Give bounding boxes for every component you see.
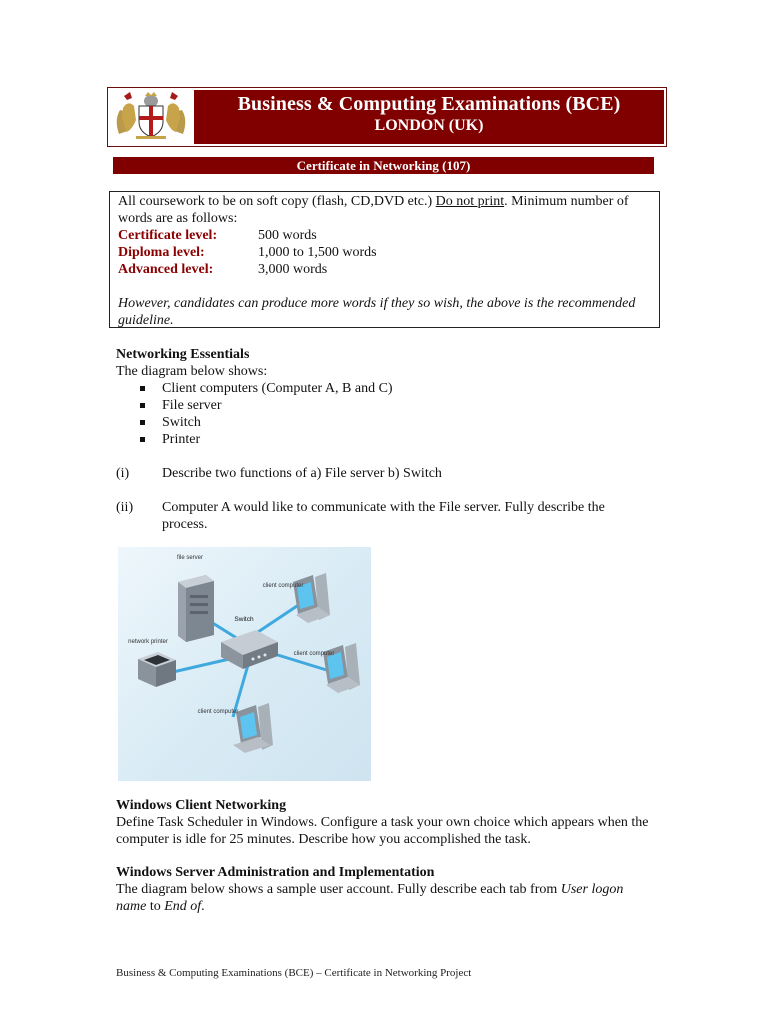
level-row-diploma [118, 244, 651, 261]
question-number: (ii) [116, 500, 134, 515]
client-computer-icon [233, 703, 273, 753]
network-printer-label: network printer [128, 639, 168, 645]
switch-icon [221, 630, 278, 669]
networking-essentials-section [116, 346, 656, 533]
list-item: Printer [116, 431, 656, 448]
client-computer-icon [293, 573, 330, 623]
coursework-requirements-box [109, 191, 660, 328]
section-intro: The diagram below shows: [116, 364, 268, 379]
section-text: Define Task Scheduler in Windows. Configure a task your own choice which appears when the computer is idle for 25 minutes. Describe how you accomplished the task. [116, 815, 649, 847]
list-item: File server [116, 397, 656, 414]
question-text: Computer A would like to communicate with the File server. Fully describe the process. [162, 500, 605, 532]
section-heading: Windows Server Administration and Implementation [116, 865, 435, 880]
certificate-title-bar: Certificate in Networking (107) [113, 157, 654, 174]
file-server-icon [178, 575, 214, 642]
header-band [194, 90, 664, 144]
header-box [107, 87, 667, 147]
intro-text-cont: . Minimum number of words are as follows: [118, 194, 629, 226]
network-diagram [118, 547, 371, 781]
list-item: Switch [116, 414, 656, 431]
question-ii [116, 499, 656, 533]
requirements-note: However, candidates can produce more words if they so wish, the above is the recommended guideline. [118, 296, 636, 328]
page-footer: Business & Computing Examinations (BCE) – Certificate in Networking Project [116, 967, 472, 979]
text-part: to [146, 899, 165, 914]
question-number: (i) [116, 466, 130, 481]
switch-label: Switch [234, 616, 254, 623]
requirements-intro [118, 193, 651, 227]
question-text: Describe two functions of a) File server b) Switch [162, 466, 442, 481]
section-text [116, 881, 656, 915]
windows-server-section [116, 864, 656, 915]
section-heading: Windows Client Networking [116, 798, 287, 813]
coat-of-arms-logo [110, 90, 192, 142]
section-heading: Networking Essentials [116, 347, 250, 362]
windows-client-section [116, 797, 656, 848]
component-list [116, 380, 656, 448]
text-part: The diagram below shows a sample user account. Fully describe each tab from [116, 882, 561, 897]
network-printer-icon [138, 652, 176, 687]
level-label: Advanced level: [118, 262, 214, 277]
level-row-advanced [118, 261, 651, 278]
client-computer-label: client computer [262, 583, 304, 589]
client-computer-label: client computer [293, 651, 335, 657]
level-value: 500 words [258, 228, 317, 243]
list-item: Client computers (Computer A, B and C) [116, 380, 656, 397]
level-label: Certificate level: [118, 228, 218, 243]
user-logon-name-text: User logon name [116, 882, 624, 914]
file-server-label: file server [176, 555, 204, 561]
level-value: 1,000 to 1,500 words [258, 245, 377, 260]
intro-text: All coursework to be on soft copy (flash, CD,DVD etc.) [118, 194, 436, 209]
text-part: . [201, 899, 205, 914]
level-label: Diploma level: [118, 245, 205, 260]
client-computer-label: client computer [197, 709, 239, 715]
level-value: 3,000 words [258, 262, 328, 277]
question-i [116, 465, 656, 482]
end-of-text: End of [164, 899, 202, 914]
level-row-certificate [118, 227, 651, 244]
do-not-print-text: Do not print [435, 194, 505, 209]
header-title: Business & Computing Examinations (BCE) [237, 93, 621, 115]
header-subtitle: LONDON (UK) [374, 117, 484, 134]
